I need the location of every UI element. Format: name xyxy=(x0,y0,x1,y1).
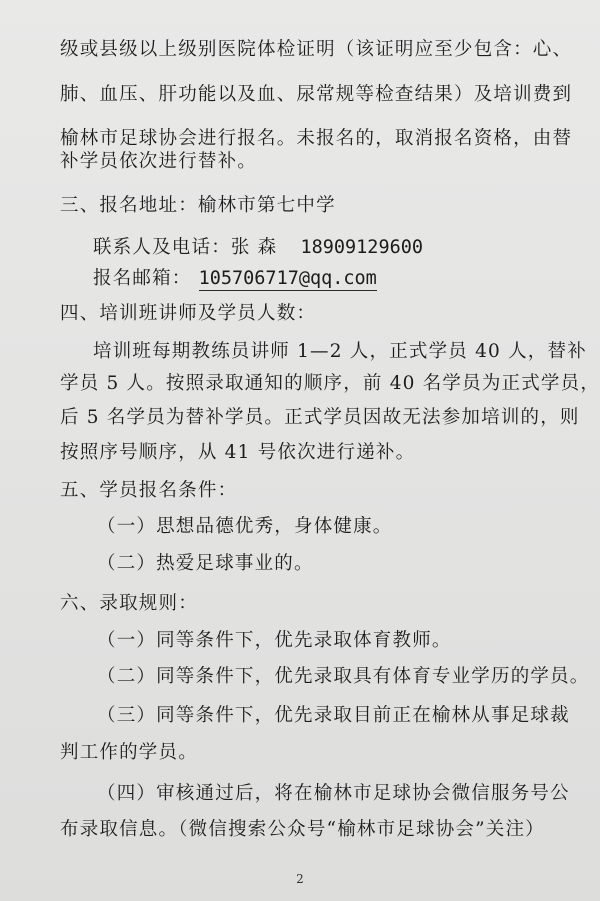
paragraph-line: 补学员依次进行替补。 xyxy=(60,151,258,172)
paragraph-line: 判工作的学员。 xyxy=(60,742,198,763)
list-item: （一）思想品德优秀，身体健康。 xyxy=(97,516,393,537)
paragraph-line: 肺、血压、肝功能以及血、尿常规等检查结果）及培训费到 xyxy=(60,84,573,105)
page-number: 2 xyxy=(296,872,304,886)
paragraph-line: 榆林市足球协会进行报名。未报名的，取消报名资格，由替 xyxy=(60,128,573,149)
list-item: （二）同等条件下，优先录取具有体育专业学历的学员。 xyxy=(97,666,590,687)
contact-phone: 18909129600 xyxy=(300,237,424,258)
paragraph-line: 学员 5 人。按照录取通知的顺序，前 40 名学员为正式学员， xyxy=(60,373,600,394)
list-item: （三）同等条件下，优先录取目前正在榆林从事足球裁 xyxy=(97,705,570,726)
email-line xyxy=(93,267,377,291)
contact-label: 联系人及电话：张 森 xyxy=(93,237,278,258)
section-5-title: 五、学员报名条件： xyxy=(60,480,238,501)
contact-line xyxy=(93,236,423,260)
section-3-title: 三、报名地址：榆林市第七中学 xyxy=(60,195,336,216)
paragraph-line: 布录取信息。（微信搜索公众号“榆林市足球协会”关注） xyxy=(60,819,545,840)
paragraph-line: 培训班每期教练员讲师 1—2 人，正式学员 40 人，替补 xyxy=(93,341,587,362)
list-item: （一）同等条件下，优先录取体育教师。 xyxy=(97,630,452,651)
list-item: （四）审核通过后，将在榆林市足球协会微信服务号公 xyxy=(97,783,570,804)
paragraph-line: 级或县级以上级别医院体检证明（该证明应至少包含：心、 xyxy=(60,39,573,60)
section-6-title: 六、录取规则： xyxy=(60,593,198,614)
paragraph-line: 按照序号顺序，从 41 号依次进行递补。 xyxy=(60,442,416,463)
paragraph-line: 后 5 名学员为替补学员。正式学员因故无法参加培训的，则 xyxy=(60,407,580,428)
section-4-title: 四、培训班讲师及学员人数： xyxy=(60,303,317,324)
email-address: 105706717@qq.com xyxy=(198,268,377,289)
list-item: （二）热爱足球事业的。 xyxy=(97,553,314,574)
email-label: 报名邮箱： xyxy=(93,268,192,289)
